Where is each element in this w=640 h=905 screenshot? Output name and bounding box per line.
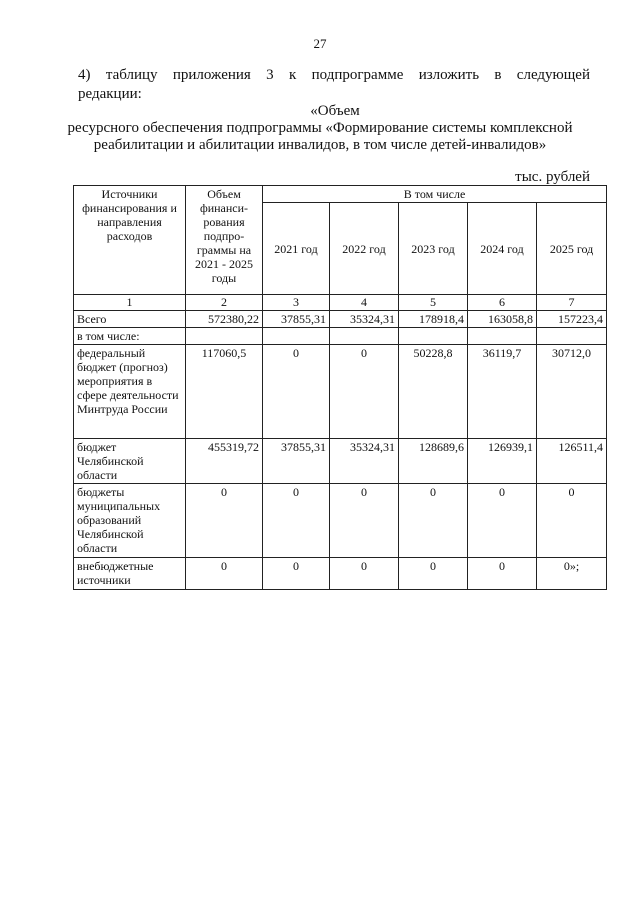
cell-2023: 0 [399,484,468,558]
column-number: 2 [186,295,263,311]
table-row-extrabudgetary [74,558,607,590]
column-number: 5 [399,295,468,311]
cell-2024: 126939,1 [468,439,537,484]
row-label: бюджет Челябинской области [74,439,186,484]
cell-2023: 128689,6 [399,439,468,484]
row-label: Всего [74,311,186,328]
cell-2021: 0 [263,345,330,439]
cell-2024: 163058,8 [468,311,537,328]
column-number: 7 [537,295,607,311]
column-number: 3 [263,295,330,311]
table-row-total [74,311,607,328]
cell-2025: 157223,4 [537,311,607,328]
cell-2024: 0 [468,558,537,590]
cell-2025: 126511,4 [537,439,607,484]
cell-2021: 37855,31 [263,439,330,484]
header-year-2025: 2025 год [537,203,607,295]
row-label: бюджеты муниципальных образований Челябинской области [74,484,186,558]
table-row-federal [74,345,607,439]
row-label: в том числе: [74,328,186,345]
cell-2022: 0 [330,345,399,439]
header-year-2023: 2023 год [399,203,468,295]
column-number: 1 [74,295,186,311]
cell-total: 117060,5 [186,345,263,439]
cell-total: 0 [186,558,263,590]
row-label: внебюджетные источники [74,558,186,590]
cell-2023: 178918,4 [399,311,468,328]
budget-table [73,185,607,590]
header-source: Источники финансирования и направления расходов [74,186,186,295]
cell-total: 455319,72 [186,439,263,484]
row-label: федеральный бюджет (прогноз) мероприятия в сфере деятельности Минтруда России [74,345,186,439]
table-title-line-3: реабилитации и абилитации инвалидов, в том числе детей-инвалидов» [93,137,547,153]
column-number: 4 [330,295,399,311]
table-title-line-2: ресурсного обеспечения подпрограммы «Формирование системы комплексной [67,120,573,136]
cell-2025: 30712,0 [537,345,607,439]
cell-2023: 50228,8 [399,345,468,439]
intro-text-continuation: редакции: [78,86,142,102]
table-title-line-1: «Объем [310,103,360,119]
cell-2021: 37855,31 [263,311,330,328]
page-number: 27 [313,36,327,51]
cell-total: 572380,22 [186,311,263,328]
header-year-2021: 2021 год [263,203,330,295]
cell-2025: 0 [537,484,607,558]
table-row-regional [74,439,607,484]
cell-2022: 35324,31 [330,439,399,484]
intro-text: 4) таблицу приложения 3 к подпрограмме изложить в следующей [78,67,590,83]
cell-2021: 0 [263,558,330,590]
header-year-2024: 2024 год [468,203,537,295]
cell-2024: 0 [468,484,537,558]
cell-2025: 0»; [537,558,607,590]
cell-2021: 0 [263,484,330,558]
table-row-including [74,328,607,345]
column-number-row [74,295,607,311]
table-row-municipal [74,484,607,558]
header-year-2022: 2022 год [330,203,399,295]
cell-2022: 0 [330,484,399,558]
header-total: Объем финанси-рования подпро-граммы на 2021 - 2025 годы [186,186,263,295]
cell-2022: 0 [330,558,399,590]
cell-total: 0 [186,484,263,558]
column-number: 6 [468,295,537,311]
header-group: В том числе [263,186,607,203]
units-label: тыс. рублей [515,169,590,185]
cell-2023: 0 [399,558,468,590]
cell-2022: 35324,31 [330,311,399,328]
cell-2024: 36119,7 [468,345,537,439]
